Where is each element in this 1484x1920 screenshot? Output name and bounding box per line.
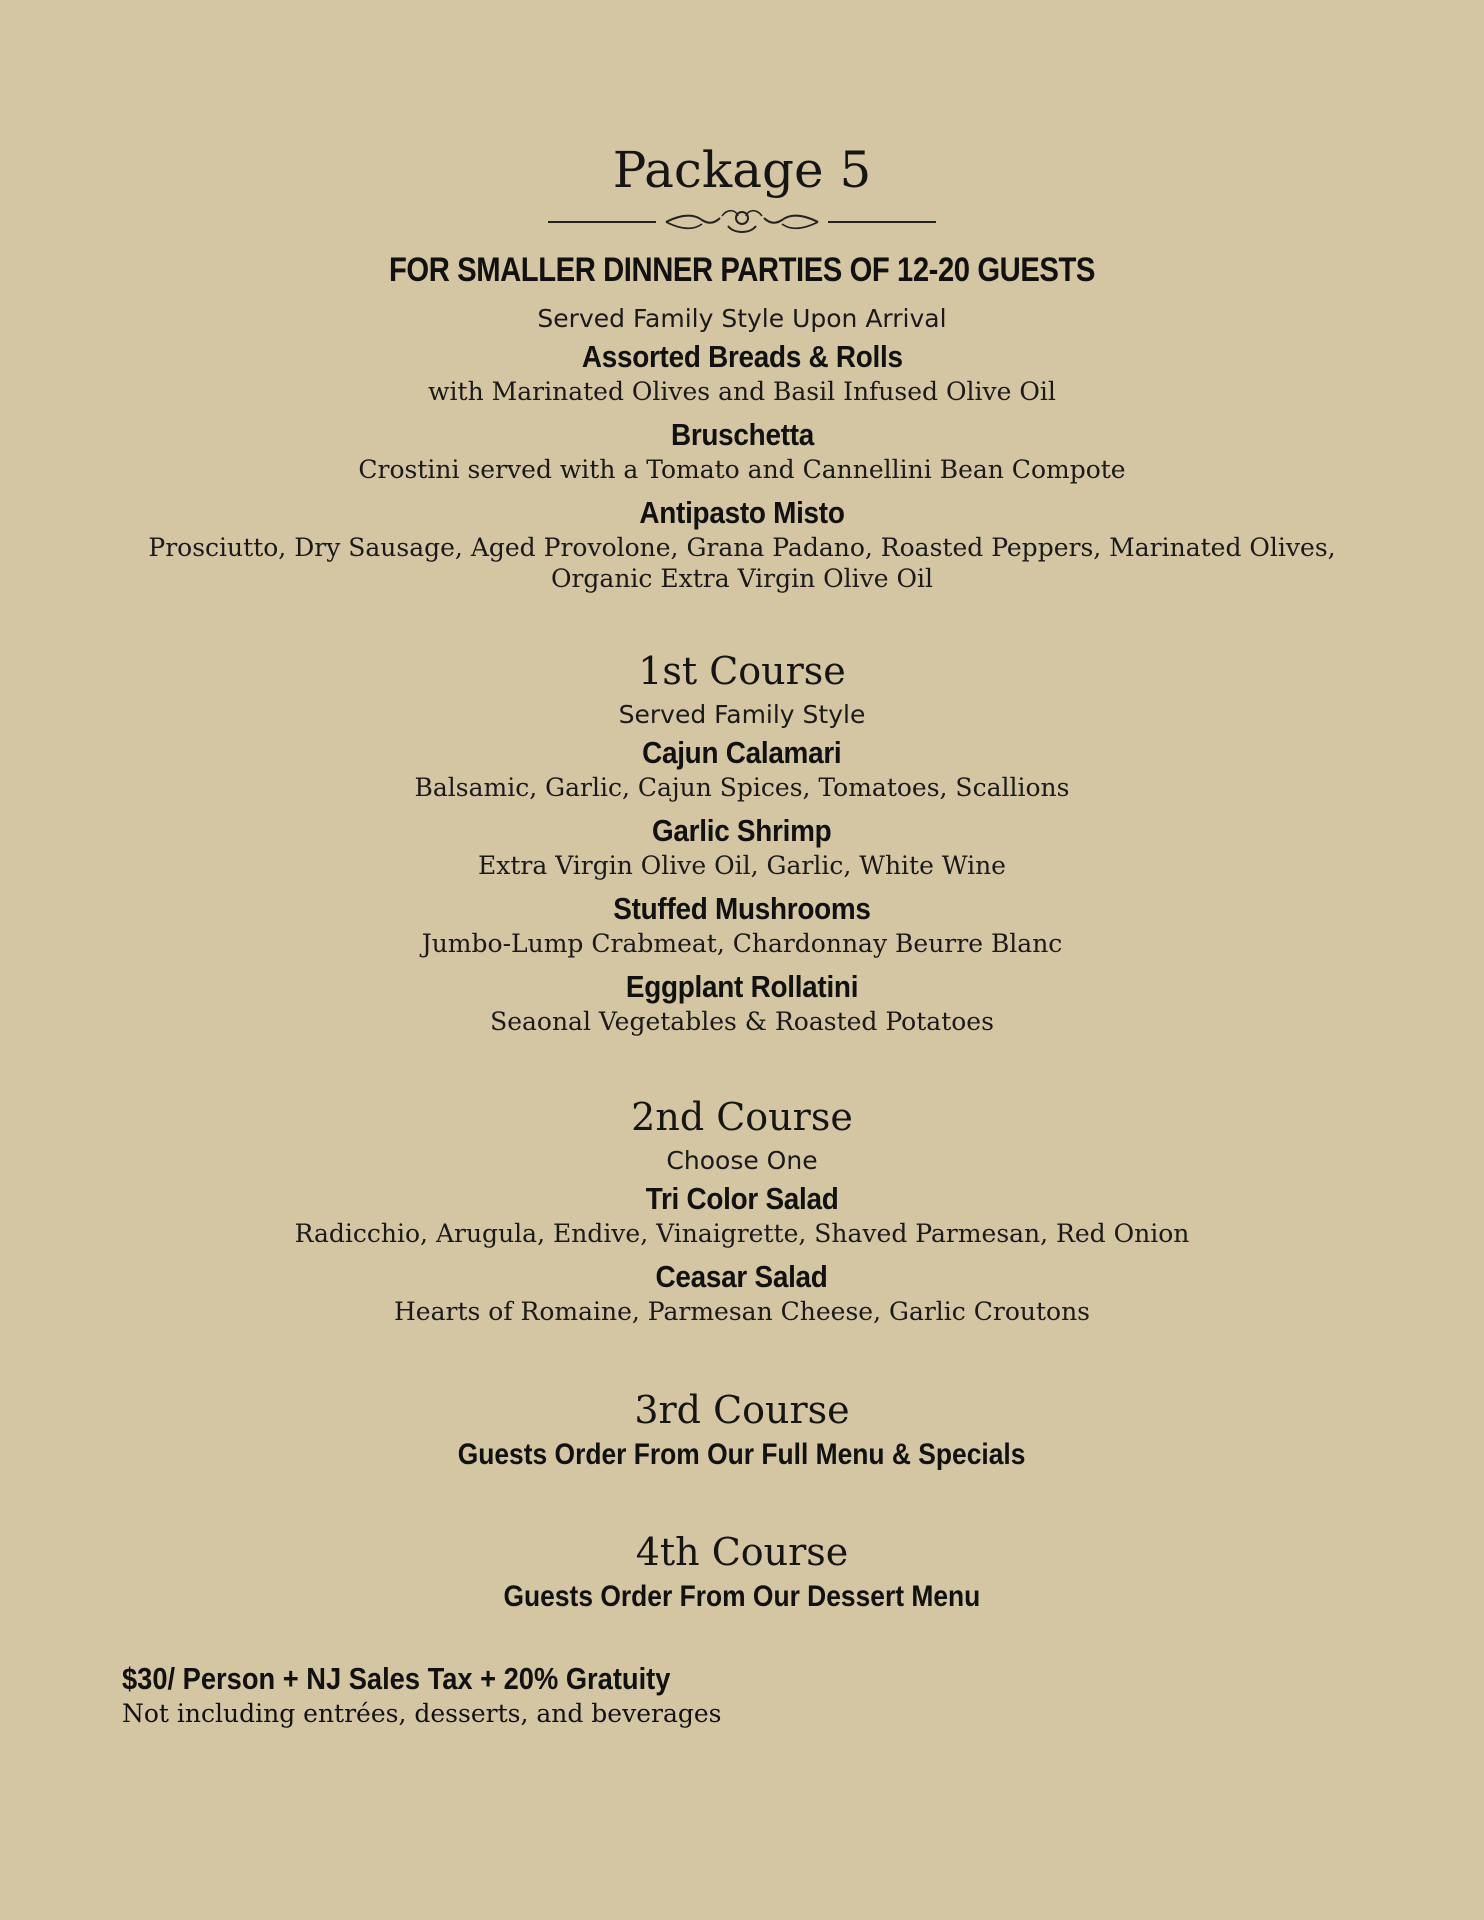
section-note: Choose One [666, 1146, 818, 1175]
item-name: Eggplant Rollatini [625, 969, 859, 1004]
item-description: Crostini served with a Tomato and Cannellini Bean Compote [358, 455, 1126, 484]
flourish-icon [542, 204, 942, 240]
item-name: Tri Color Salad [645, 1181, 839, 1216]
item-description: Prosciutto, Dry Sausage, Aged Provolone, Grana Padano, Roasted Peppers, Marinated Olives, [148, 533, 1336, 562]
course-1-section [0, 646, 1484, 1046]
course-instruction: Guests Order From Our Full Menu & Specials [458, 1438, 1026, 1471]
ornamental-divider [0, 204, 1484, 240]
price-note: Not including entrées, desserts, and beverages [122, 1699, 722, 1728]
item-description: Hearts of Romaine, Parmesan Cheese, Garlic Croutons [394, 1297, 1090, 1326]
item-description: Seaonal Vegetables & Roasted Potatoes [490, 1007, 994, 1036]
menu-item [0, 494, 1484, 594]
item-name: Assorted Breads & Rolls [581, 339, 903, 374]
menu-item [0, 416, 1484, 485]
menu-item [0, 968, 1484, 1037]
party-size-heading: FOR SMALLER DINNER PARTIES OF 12-20 GUESTS [388, 251, 1095, 289]
course-title: 1st Course [638, 649, 846, 693]
item-description: with Marinated Olives and Basil Infused Olive Oil [428, 377, 1056, 406]
course-title: 4th Course [635, 1530, 849, 1574]
item-description: Radicchio, Arugula, Endive, Vinaigrette, Shaved Parmesan, Red Onion [294, 1219, 1190, 1248]
course-instruction: Guests Order From Our Dessert Menu [503, 1580, 981, 1613]
item-name: Stuffed Mushrooms [613, 891, 871, 926]
menu-item [0, 890, 1484, 959]
menu-item [0, 812, 1484, 881]
item-description: Jumbo-Lump Crabmeat, Chardonnay Beurre Blanc [421, 929, 1063, 958]
menu-item [0, 734, 1484, 803]
item-description-continued: Organic Extra Virgin Olive Oil [550, 564, 934, 593]
menu-item [0, 1180, 1484, 1249]
page-title: Package 5 [612, 141, 872, 199]
course-4-section [0, 1527, 1484, 1617]
item-name: Cajun Calamari [642, 735, 842, 770]
item-name: Garlic Shrimp [652, 813, 832, 848]
item-description: Extra Virgin Olive Oil, Garlic, White Wine [478, 851, 1006, 880]
item-description: Balsamic, Garlic, Cajun Spices, Tomatoes, Scallions [414, 773, 1070, 802]
course-title: 3rd Course [634, 1388, 850, 1432]
item-name: Bruschetta [670, 417, 814, 452]
menu-item [0, 1258, 1484, 1327]
course-2-section [0, 1092, 1484, 1336]
section-note: Served Family Style [618, 700, 866, 729]
course-3-section [0, 1385, 1484, 1475]
item-name: Ceasar Salad [655, 1259, 829, 1294]
pricing-section [122, 1660, 745, 1729]
course-title: 2nd Course [631, 1095, 853, 1139]
menu-item [0, 338, 1484, 407]
item-name: Antipasto Misto [639, 495, 845, 530]
section-note: Served Family Style Upon Arrival [537, 304, 947, 333]
arrival-section [0, 300, 1484, 603]
price-line: $30/ Person + NJ Sales Tax + 20% Gratuity [122, 1661, 671, 1696]
